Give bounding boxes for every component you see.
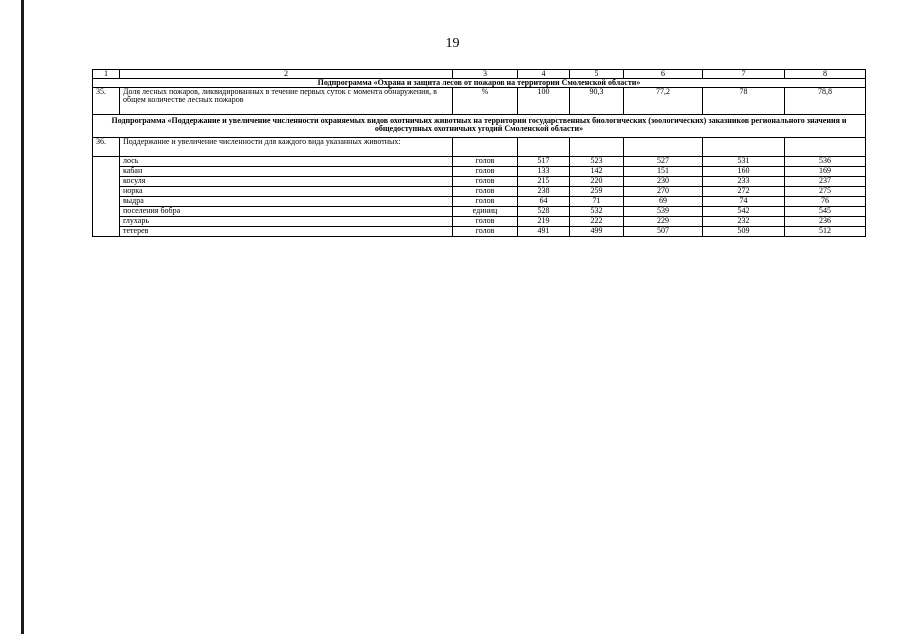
value-cell: 222 (570, 217, 624, 227)
species-name: выдра (120, 197, 453, 207)
value-cell: 69 (624, 197, 703, 207)
value-cell: 233 (703, 177, 785, 187)
empty-cell (624, 138, 703, 157)
table-row (93, 88, 866, 115)
value-cell: 151 (624, 167, 703, 177)
value-cell: 536 (785, 157, 866, 167)
unit-cell: голов (453, 217, 518, 227)
row-number-cell (93, 177, 120, 187)
section-row (93, 79, 866, 88)
row-number-cell (93, 187, 120, 197)
value-cell: 238 (518, 187, 570, 197)
value-cell: 77,2 (624, 88, 703, 115)
row-number-cell (93, 197, 120, 207)
value-cell: 100 (518, 88, 570, 115)
unit-cell: голов (453, 177, 518, 187)
value-cell: 142 (570, 167, 624, 177)
row-number: 36. (93, 138, 120, 157)
column-number: 5 (570, 70, 624, 79)
value-cell: 531 (703, 157, 785, 167)
column-number: 4 (518, 70, 570, 79)
value-cell: 509 (703, 227, 785, 237)
empty-cell (785, 138, 866, 157)
unit-cell: голов (453, 187, 518, 197)
page-number: 19 (445, 36, 460, 51)
value-cell: 219 (518, 217, 570, 227)
species-row (93, 187, 866, 197)
row-number-cell (93, 157, 120, 167)
left-margin-bar (21, 0, 24, 634)
unit-cell: % (453, 88, 518, 115)
unit-cell: единиц (453, 207, 518, 217)
value-cell: 229 (624, 217, 703, 227)
value-cell: 78 (703, 88, 785, 115)
column-number: 8 (785, 70, 866, 79)
indicators-table (92, 69, 866, 237)
value-cell: 270 (624, 187, 703, 197)
row-number-cell (93, 227, 120, 237)
species-rows (93, 157, 866, 237)
unit-cell: голов (453, 157, 518, 167)
value-cell: 78,8 (785, 88, 866, 115)
species-name: лось (120, 157, 453, 167)
species-name: глухарь (120, 217, 453, 227)
value-cell: 542 (703, 207, 785, 217)
section-title: Подпрограмма «Охрана и защита лесов от пожаров на территории Смоленской области» (93, 79, 866, 88)
species-name: поселения бобра (120, 207, 453, 217)
row-number: 35. (93, 88, 120, 115)
value-cell: 71 (570, 197, 624, 207)
table-row (93, 138, 866, 157)
value-cell: 236 (785, 217, 866, 227)
species-row (93, 217, 866, 227)
column-number: 7 (703, 70, 785, 79)
species-row (93, 177, 866, 187)
empty-cell (453, 138, 518, 157)
value-cell: 133 (518, 167, 570, 177)
empty-cell (703, 138, 785, 157)
unit-cell: голов (453, 227, 518, 237)
indicator-name: Доля лесных пожаров, ликвидированных в течение первых суток с момента обнаружения, в общем количестве лесных пожаров (120, 88, 453, 115)
value-cell: 64 (518, 197, 570, 207)
value-cell: 523 (570, 157, 624, 167)
empty-cell (570, 138, 624, 157)
value-cell: 232 (703, 217, 785, 227)
value-cell: 230 (624, 177, 703, 187)
column-number: 3 (453, 70, 518, 79)
value-cell: 545 (785, 207, 866, 217)
value-cell: 220 (570, 177, 624, 187)
value-cell: 527 (624, 157, 703, 167)
species-row (93, 227, 866, 237)
value-cell: 74 (703, 197, 785, 207)
species-row (93, 197, 866, 207)
species-name: тетерев (120, 227, 453, 237)
species-name: кабан (120, 167, 453, 177)
value-cell: 532 (570, 207, 624, 217)
value-cell: 160 (703, 167, 785, 177)
species-row (93, 167, 866, 177)
value-cell: 491 (518, 227, 570, 237)
value-cell: 259 (570, 187, 624, 197)
row-number-cell (93, 217, 120, 227)
row-number-cell (93, 167, 120, 177)
value-cell: 512 (785, 227, 866, 237)
column-number-row (93, 70, 866, 79)
value-cell: 507 (624, 227, 703, 237)
value-cell: 539 (624, 207, 703, 217)
species-name: норка (120, 187, 453, 197)
unit-cell: голов (453, 197, 518, 207)
value-cell: 215 (518, 177, 570, 187)
value-cell: 272 (703, 187, 785, 197)
unit-cell: голов (453, 167, 518, 177)
value-cell: 275 (785, 187, 866, 197)
column-number: 6 (624, 70, 703, 79)
value-cell: 237 (785, 177, 866, 187)
species-row (93, 207, 866, 217)
row-number-cell (93, 207, 120, 217)
value-cell: 499 (570, 227, 624, 237)
indicator-name: Поддержание и увеличение численности для каждого вида указанных животных: (120, 138, 453, 157)
species-row (93, 157, 866, 167)
column-number: 2 (120, 70, 453, 79)
section-title: Подпрограмма «Поддержание и увеличение численности охраняемых видов охотничьих животных на территории государственных биологических (зоологических) заказников регионального значения и общедоступных охотничьих угодий Смоленской области» (93, 115, 866, 138)
value-cell: 90,3 (570, 88, 624, 115)
species-name: косуля (120, 177, 453, 187)
section-row (93, 115, 866, 138)
value-cell: 76 (785, 197, 866, 207)
empty-cell (518, 138, 570, 157)
column-number: 1 (93, 70, 120, 79)
value-cell: 169 (785, 167, 866, 177)
value-cell: 517 (518, 157, 570, 167)
value-cell: 528 (518, 207, 570, 217)
